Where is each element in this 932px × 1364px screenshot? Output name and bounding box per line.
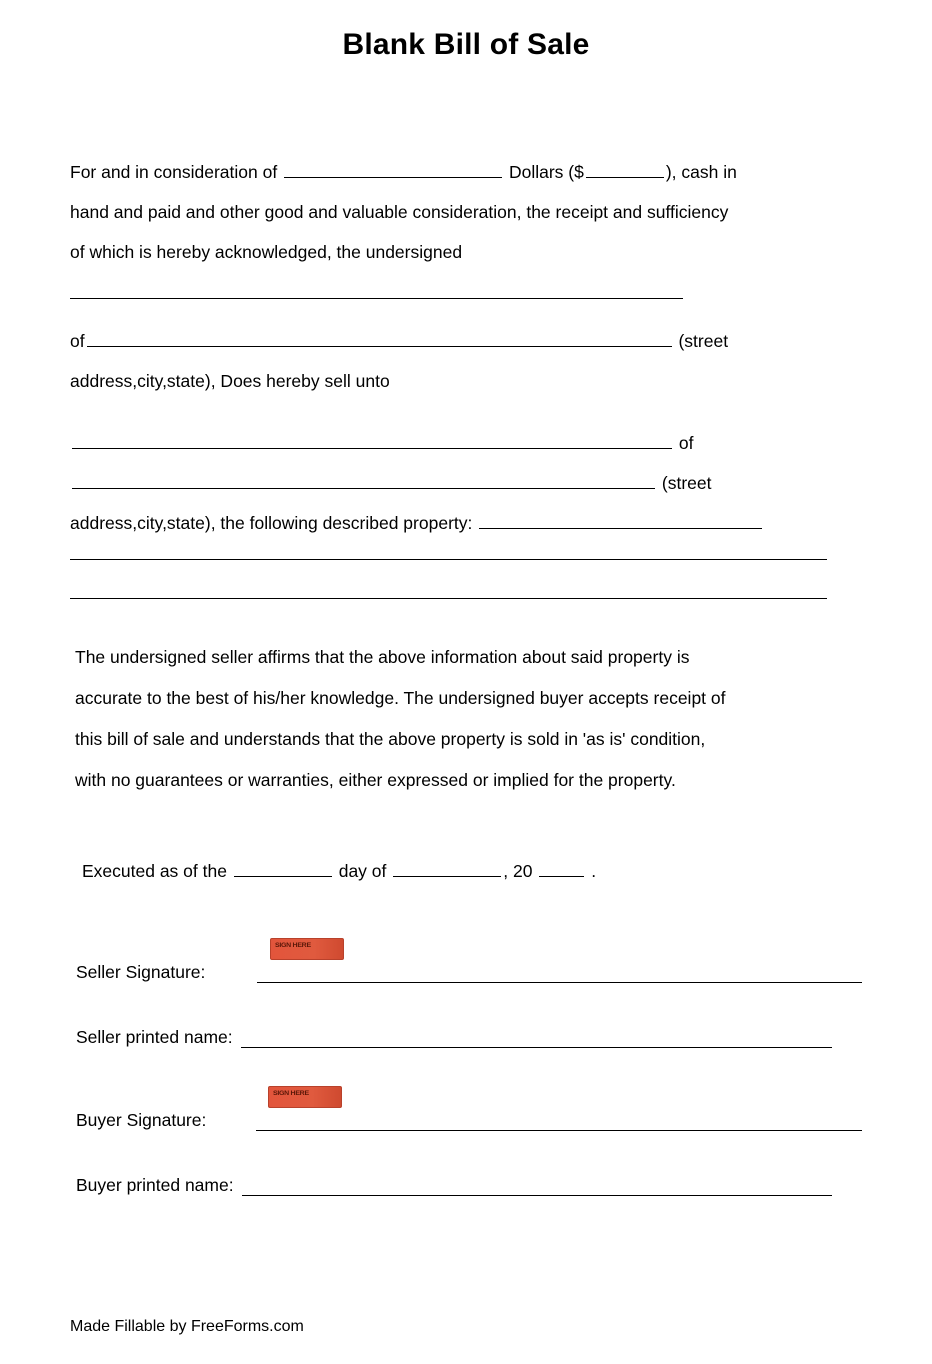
buyer-address-blank[interactable] bbox=[72, 471, 655, 489]
seller-of-label: of bbox=[70, 331, 85, 351]
property-line bbox=[70, 503, 862, 543]
buyer-name-blank[interactable] bbox=[72, 431, 672, 449]
property-label: address,city,state), the following described property: bbox=[70, 513, 473, 533]
seller-printed-label: Seller printed name: bbox=[76, 1027, 233, 1047]
buyer-sign-here-stamp-icon[interactable] bbox=[268, 1086, 342, 1108]
consideration-line-2: hand and paid and other good and valuable consideration, the receipt and sufficiency bbox=[70, 202, 729, 222]
seller-sign-here-stamp-icon[interactable] bbox=[270, 938, 344, 960]
buyer-address-line bbox=[70, 463, 862, 503]
property-blank-1[interactable] bbox=[479, 511, 762, 529]
affirmation-line-1: The undersigned seller affirms that the above information about said property is bbox=[75, 647, 690, 667]
footer-attribution: Made Fillable by FreeForms.com bbox=[70, 1318, 304, 1335]
seller-address-blank[interactable] bbox=[87, 329, 672, 347]
consideration-text-3: ), cash in bbox=[665, 162, 737, 182]
buyer-printed-label: Buyer printed name: bbox=[76, 1175, 234, 1195]
buyer-printed-field[interactable] bbox=[242, 1173, 832, 1196]
month-blank[interactable] bbox=[393, 859, 501, 877]
day-blank[interactable] bbox=[234, 859, 332, 877]
affirmation-line-2: accurate to the best of his/her knowledge. The undersigned buyer accepts receipt of bbox=[75, 688, 726, 708]
sell-unto-line: address,city,state), Does hereby sell unto bbox=[70, 371, 390, 391]
executed-day-of: day of bbox=[338, 861, 387, 881]
consideration-line-3: of which is hereby acknowledged, the undersigned bbox=[70, 242, 463, 262]
buyer-of-label: of bbox=[678, 433, 694, 453]
buyer-name-line bbox=[70, 423, 862, 463]
year-blank[interactable] bbox=[539, 859, 584, 877]
buyer-printed-row bbox=[70, 1173, 862, 1196]
consideration-text-2: Dollars ($ bbox=[508, 162, 584, 182]
executed-period: . bbox=[591, 861, 597, 881]
seller-signature-row bbox=[70, 960, 862, 983]
seller-printed-row bbox=[70, 1025, 862, 1048]
buyer-signature-label: Buyer Signature: bbox=[76, 1110, 207, 1130]
executed-year-prefix: , 20 bbox=[503, 861, 533, 881]
consideration-text-1: For and in consideration of bbox=[70, 162, 278, 182]
affirmation-line-4: with no guarantees or warranties, either expressed or implied for the property. bbox=[75, 770, 676, 790]
consideration-line bbox=[70, 152, 862, 192]
seller-stamp-text: SIGN HERE bbox=[275, 942, 311, 949]
page-title: Blank Bill of Sale bbox=[342, 28, 590, 61]
buyer-signature-row bbox=[70, 1108, 862, 1131]
buyer-street-label: (street bbox=[661, 473, 712, 493]
seller-street-label: (street bbox=[678, 331, 729, 351]
amount-numeric-blank[interactable] bbox=[586, 160, 664, 178]
executed-prefix: Executed as of the bbox=[82, 861, 227, 881]
executed-line bbox=[70, 851, 862, 892]
buyer-signature-field[interactable] bbox=[256, 1108, 862, 1131]
seller-signature-label: Seller Signature: bbox=[76, 962, 206, 982]
seller-address-line bbox=[70, 321, 862, 361]
document-body bbox=[70, 152, 862, 1196]
affirmation-line-3: this bill of sale and understands that the above property is sold in 'as is' condition, bbox=[75, 729, 706, 749]
seller-signature-field[interactable] bbox=[257, 960, 862, 983]
amount-words-blank[interactable] bbox=[284, 160, 502, 178]
seller-printed-field[interactable] bbox=[241, 1025, 832, 1048]
buyer-stamp-text: SIGN HERE bbox=[273, 1090, 309, 1097]
